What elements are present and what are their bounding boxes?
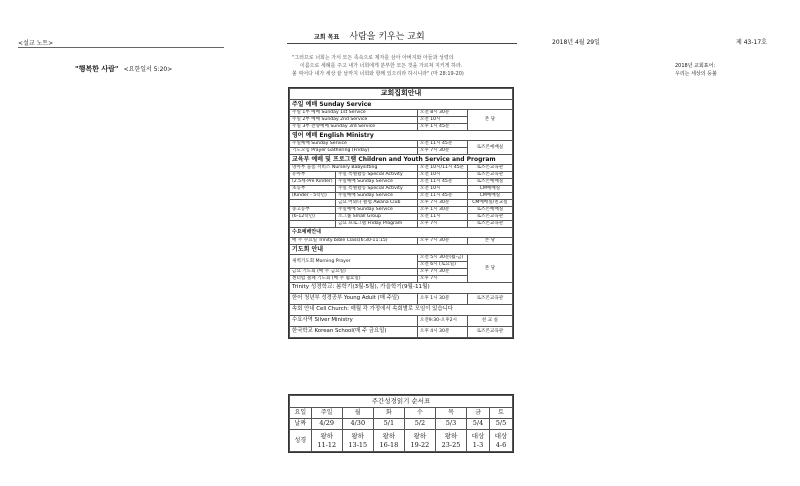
reading-date: 날짜 [290, 419, 312, 430]
reading-day: 화 [373, 408, 404, 419]
book: 대상 [471, 431, 485, 440]
reading-day: 수 [404, 408, 435, 419]
edu-time: 오전 11시 45분 [417, 193, 467, 200]
book: 왕하 [351, 431, 365, 440]
edu-program: 금요 어와나 클럽 Awana Club [335, 200, 417, 207]
year-theme-text: 우리는 세상의 등불 [675, 71, 717, 77]
prayer-row: 금요 기도회 (매 주 금요일) [290, 269, 418, 276]
edu-place: 로즈몬교육관 [467, 221, 512, 228]
edu-program: 주일 특별활동 Special Activity [335, 186, 417, 193]
prayer-row: 센터럼 철폐 기도회 (매 주 월요일) [290, 276, 418, 283]
sunday-row: 주일 3부 찬양예배 Sunday 3rd Service [290, 124, 418, 131]
reading-date: 4/29 [311, 419, 342, 430]
reading-day: 주일 [311, 408, 342, 419]
edu-time: 오전 10시/11시 45분 [417, 165, 467, 172]
edu-group: (2.5세-Pre Kinder) [290, 179, 336, 186]
sermon-note-header: <설교 노트> [18, 40, 54, 47]
reading-day: 토 [489, 408, 512, 419]
wed-place: 본 당 [467, 238, 512, 245]
book: 왕하 [444, 431, 458, 440]
sunday-time: 오전 8시 30분 [417, 110, 467, 117]
edu-place: CM예배실 [467, 193, 512, 200]
verse-line: 이름으로 세례를 주고 내가 너희에게 분부한 모든 것을 가르쳐 지키게 하라. [300, 63, 463, 69]
edu-program: 소그룹 Small Group [335, 214, 417, 221]
issue-number: 제 43-17호 [736, 39, 767, 46]
reading-label: 성경 [290, 430, 312, 452]
silver-time: 오전9:30-오후2시 [417, 316, 467, 327]
church-motto: 사람을 키우는 교회 [349, 32, 425, 42]
reading-passage [489, 430, 512, 452]
sunday-row: 주일 1부 예배 Sunday 1st Service [290, 110, 418, 117]
edu-group [290, 200, 336, 207]
english-place: 로즈몬예배실 [467, 141, 512, 155]
sunday-row: 주일 2부 예배 Sunday 2nd Service [290, 117, 418, 124]
edu-heading: 교육부 예배 및 프로그램 Children and Youth Service and Program [290, 155, 513, 165]
sermon-title: "행복한 사람" [75, 65, 119, 73]
reading-passage [373, 430, 404, 452]
young-adult-place: 로즈몬교육관 [467, 294, 512, 305]
prayer-time: 오전 5시 30분(월-금) [417, 255, 467, 262]
edu-time: 오전 11시 45분 [417, 179, 467, 186]
verse-line: 볼 찌어다 내가 세상 끝 날까지 너희와 항께 있으리라 하시니라" (마 28:19-20) [292, 71, 464, 77]
schedule-table [289, 88, 513, 338]
sunday-place: 본 당 [467, 110, 512, 131]
schedule-box [288, 87, 514, 339]
reading-date: 5/1 [373, 419, 404, 430]
book: 왕하 [320, 431, 334, 440]
edu-group: (6-12학년) [290, 214, 336, 221]
sunday-time: 오후 1시 45분 [417, 124, 467, 131]
korean-school-time: 오후 4시 30분 [417, 327, 467, 338]
edu-place: CM예배실/친교실 [467, 200, 512, 207]
edu-place: CM예배실 [467, 186, 512, 193]
reading-passage [311, 430, 342, 452]
silver-place: 친 교 실 [467, 316, 512, 327]
reading-date: 5/4 [467, 419, 490, 430]
chapters: 23-25 [441, 440, 461, 449]
edu-time: 오후 1시 30분 [417, 207, 467, 214]
year-theme-label: 2018년 교회표어: [675, 63, 716, 69]
verse-line: "그러므로 너희는 가서 모든 족속으로 제자를 삼아 아버지와 아들과 성령의 [292, 55, 454, 61]
edu-group: 유아부 [290, 172, 336, 179]
edu-program: 주일예배 Sunday Service [335, 207, 417, 214]
wed-row: 매 주 수요일 Trinity bible Class(6:30-11:15) [290, 238, 418, 245]
edu-place: 로즈몬교육관 [467, 214, 512, 221]
prayer-heading: 기도회 안내 [290, 245, 513, 255]
reading-date: 5/2 [404, 419, 435, 430]
wed-time: 오후 7시 30분 [417, 238, 467, 245]
reading-passage [467, 430, 490, 452]
reading-day: 금 [467, 408, 490, 419]
edu-time: 오전 10시 [417, 186, 467, 193]
edu-time: 오전 10시 [417, 172, 467, 179]
korean-school-place: 로즈몬교육관 [467, 327, 512, 338]
reading-title: 주간성경읽기 순서표 [290, 396, 513, 408]
reading-date: 5/5 [489, 419, 512, 430]
bible-reading-box [288, 394, 514, 453]
sunday-heading: 주일 예배 Sunday Service [290, 100, 513, 110]
book: 왕하 [382, 431, 396, 440]
prayer-time: 오후 7시 30분 [417, 269, 467, 276]
reading-day: 목 [435, 408, 466, 419]
edu-program: 주일예배 Sunday Service [335, 193, 417, 200]
chapters: 11-12 [317, 440, 337, 449]
english-time: 오후 7시 30분 [417, 148, 467, 155]
english-heading: 영어 예배 English Ministry [290, 131, 513, 141]
reading-passage [435, 430, 466, 452]
edu-place: 로즈몬교육관 [467, 165, 512, 172]
edu-group: 초등부 [290, 186, 336, 193]
prayer-time: 오전 6시 (토요일) [417, 262, 467, 269]
trinity-school: Trinity 성경학교: 봄학기(3월-5월), 가을학기(9월-11월) [290, 283, 513, 294]
year-theme [675, 62, 717, 78]
header-divider [287, 43, 517, 44]
chapters: 4-6 [495, 440, 507, 449]
edu-group [290, 221, 336, 228]
reading-day: 요일 [290, 408, 312, 419]
english-time: 오전 11시 45분 [417, 141, 467, 148]
reading-passage [404, 430, 435, 452]
english-row: 주일예배 Sunday Service [290, 141, 418, 148]
left-divider [18, 47, 224, 48]
chapters: 1-3 [472, 440, 484, 449]
edu-group: 영아부 돌봄 서비스 Nursery Babysitting [290, 165, 418, 172]
cell-church: 속회 안내 Cell Church: 매월 각 가정에서 속회별로 모임이 있습니다 [290, 305, 513, 316]
bulletin-date: 2018년 4월 29일 [552, 39, 600, 46]
reading-passage [342, 430, 373, 452]
church-goal-label: 교회 목표 [314, 34, 340, 41]
silver-ministry: 수요사역 Silver Ministry [290, 316, 418, 327]
edu-program: 주일예배 Sunday Service [335, 179, 417, 186]
young-adult: 한어 청년부 성경공부 Young Adult (매 주일) [290, 294, 418, 305]
book: 왕하 [413, 431, 427, 440]
edu-time: 오전 11시 [417, 214, 467, 221]
edu-program: 금요 프로그램 Friday Program [335, 221, 417, 228]
edu-group: 중고등부 [290, 207, 336, 214]
prayer-row: 새벽기도회 Morning Prayer [290, 255, 418, 269]
prayer-time: 오후 7시 [417, 276, 467, 283]
chapters: 19-22 [410, 440, 430, 449]
chapters: 16-18 [379, 440, 399, 449]
reading-table [289, 395, 513, 452]
wed-heading: 수요예배안내 [290, 228, 513, 238]
edu-place: 로즈몬예배실 [467, 207, 512, 214]
scripture-verse [292, 54, 464, 78]
reading-date: 5/3 [435, 419, 466, 430]
chapters: 13-15 [348, 440, 368, 449]
church-goal [314, 24, 425, 43]
book: 대상 [494, 431, 508, 440]
edu-group: (Kinder - 5학년) [290, 193, 336, 200]
schedule-title: 교회집회안내 [290, 89, 513, 100]
reading-day: 월 [342, 408, 373, 419]
sermon-title-block [75, 56, 172, 75]
edu-place: 로즈몬교육관 [467, 172, 512, 179]
edu-time: 오후 7시 30분 [417, 200, 467, 207]
sermon-reference: <요한일서 5:20> [123, 66, 173, 73]
edu-place: 로즈몬예배실 [467, 179, 512, 186]
young-adult-time: 오후 1시 30분 [417, 294, 467, 305]
edu-time: 오후 7시 [417, 221, 467, 228]
korean-school: 한국학교 Korean School(매 주 금요일) [290, 327, 418, 338]
edu-program: 주일 특별활동 Special Activity [335, 172, 417, 179]
sunday-time: 오전 10시 [417, 117, 467, 124]
prayer-place: 본 당 [467, 255, 512, 283]
reading-date: 4/30 [342, 419, 373, 430]
english-row: 기도모임 Prayer Gathering (Friday) [290, 148, 418, 155]
